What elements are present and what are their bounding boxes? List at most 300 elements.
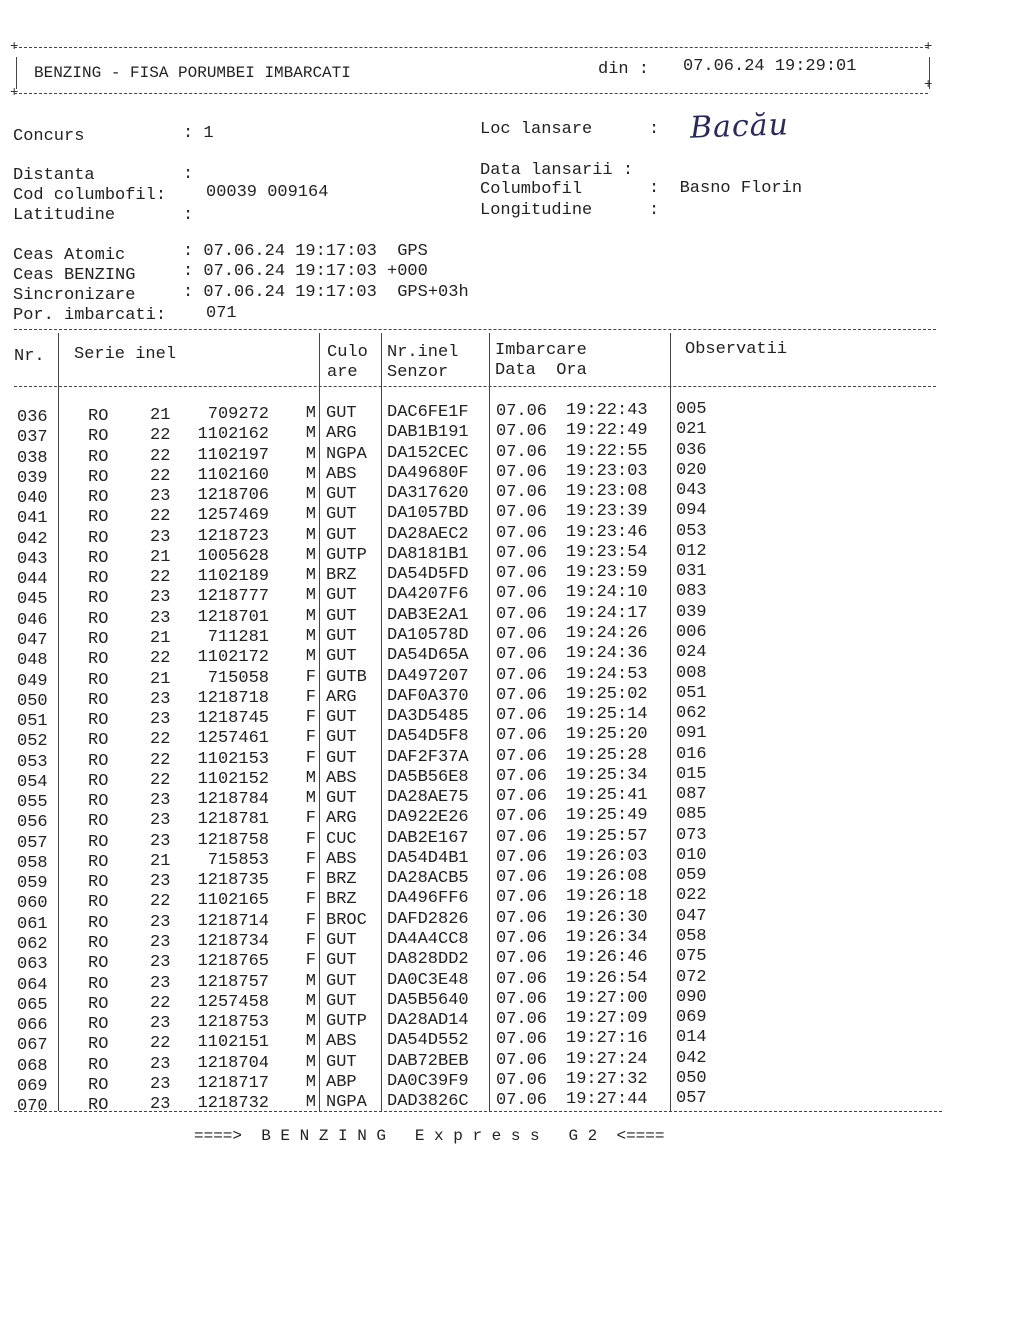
cell-ora: 19:24:36 <box>566 644 648 664</box>
cell-sex: M <box>305 1012 316 1032</box>
header-serie-inel: Serie inel <box>74 345 177 364</box>
cell-tara: RO <box>88 528 109 548</box>
cell-nr: 058 <box>17 853 48 873</box>
cell-inel: 1218781 <box>197 810 269 830</box>
cell-obs: 022 <box>676 886 707 906</box>
cell-senzor: DA28AE75 <box>387 788 469 808</box>
cell-an: 23 <box>150 1014 171 1034</box>
cell-senzor: DA497207 <box>387 666 469 686</box>
latitudine-label: Latitudine <box>13 206 116 225</box>
cell-ora: 19:25:49 <box>566 806 648 826</box>
cell-an: 23 <box>150 933 171 953</box>
cell-nr: 062 <box>17 935 48 955</box>
corner-plus: + <box>924 39 933 55</box>
cell-data: 07.06 <box>496 543 548 563</box>
cell-nr: 067 <box>17 1036 48 1056</box>
cell-inel: 1218734 <box>197 932 269 952</box>
cell-nr: 065 <box>17 995 48 1015</box>
cell-an: 22 <box>150 568 171 588</box>
cell-an: 23 <box>150 791 171 811</box>
cell-obs: 057 <box>676 1089 707 1109</box>
cell-tara: RO <box>88 913 109 933</box>
cell-tara: RO <box>88 893 109 913</box>
cell-data: 07.06 <box>496 604 548 624</box>
cell-ora: 19:23:46 <box>566 522 648 542</box>
cell-ora: 19:23:59 <box>566 563 648 583</box>
cell-inel: 1218777 <box>197 587 269 607</box>
cell-ora: 19:23:08 <box>566 482 648 502</box>
cell-inel: 1218732 <box>197 1094 269 1114</box>
cell-culoare: NGPA <box>326 444 367 464</box>
header-observatii: Observatii <box>685 340 788 359</box>
cell-data: 07.06 <box>496 766 548 786</box>
cell-inel: 1102151 <box>197 1033 269 1053</box>
cell-nr: 069 <box>17 1076 48 1096</box>
cell-culoare: GUT <box>326 931 357 951</box>
din-label: din : <box>598 60 650 79</box>
cell-inel: 1218757 <box>197 972 269 992</box>
cell-sex: F <box>305 910 316 930</box>
cell-senzor: DA0C39F9 <box>387 1071 469 1091</box>
cell-tara: RO <box>88 1055 109 1075</box>
cell-data: 07.06 <box>496 422 548 442</box>
cell-data: 07.06 <box>496 989 548 1009</box>
cell-nr: 036 <box>17 408 48 427</box>
cell-data: 07.06 <box>496 706 548 726</box>
cell-obs: 031 <box>676 562 707 582</box>
cell-data: 07.06 <box>496 827 548 847</box>
data-lansarii-label: Data lansarii : <box>480 161 634 180</box>
cell-sex: M <box>305 444 316 464</box>
report-title: BENZING - FISA PORUMBEI IMBARCATI <box>34 64 351 82</box>
cell-nr: 063 <box>17 955 48 975</box>
cell-ora: 19:26:08 <box>566 867 648 887</box>
porumbei-imbarcati-label: Por. imbarcati: <box>13 306 167 325</box>
cell-culoare: GUT <box>326 626 357 646</box>
cell-tara: RO <box>88 589 109 609</box>
ceas-benzing-value: : 07.06.24 19:17:03 +000 <box>183 262 428 281</box>
loc-lansare-colon: : <box>649 120 660 139</box>
cell-obs: 062 <box>676 704 707 724</box>
cell-culoare: ABS <box>326 849 357 869</box>
cell-ora: 19:27:16 <box>566 1029 648 1049</box>
cell-nr: 055 <box>17 793 48 813</box>
cell-culoare: CUC <box>326 829 357 849</box>
cell-sex: F <box>305 748 316 768</box>
cell-an: 22 <box>150 892 171 912</box>
cell-tara: RO <box>88 427 109 447</box>
cell-inel: 1005628 <box>197 546 269 566</box>
cell-inel: 1102160 <box>197 465 269 485</box>
corner-plus: + <box>924 77 933 93</box>
cell-nr: 045 <box>17 590 48 610</box>
cell-data: 07.06 <box>496 645 548 665</box>
cell-ora: 19:25:02 <box>566 684 648 704</box>
cell-tara: RO <box>88 488 109 508</box>
cell-an: 23 <box>150 689 171 709</box>
cell-senzor: DAB3E2A1 <box>387 605 469 625</box>
cell-an: 21 <box>150 628 171 648</box>
distanta-colon: : <box>183 165 194 184</box>
table-header-border <box>14 386 936 387</box>
cell-nr: 041 <box>17 509 48 529</box>
cell-culoare: GUT <box>326 586 357 606</box>
cell-ora: 19:27:44 <box>566 1090 648 1110</box>
cell-sex: F <box>305 890 316 910</box>
cell-data: 07.06 <box>496 564 548 584</box>
cell-inel: 1102165 <box>197 891 269 911</box>
cell-tara: RO <box>88 1075 109 1095</box>
cell-an: 22 <box>150 466 171 486</box>
cell-tara: RO <box>88 974 109 994</box>
cell-nr: 047 <box>17 630 48 650</box>
cell-culoare: GUT <box>326 971 357 991</box>
cell-tara: RO <box>88 934 109 954</box>
cell-ora: 19:23:39 <box>566 502 648 522</box>
cell-inel: 1218717 <box>197 1073 269 1093</box>
cell-nr: 049 <box>17 671 48 691</box>
cell-tara: RO <box>88 1035 109 1055</box>
cell-data: 07.06 <box>496 868 548 888</box>
cell-senzor: DAB72BEB <box>387 1051 469 1071</box>
cell-sex: M <box>305 1052 316 1072</box>
cell-data: 07.06 <box>496 1050 548 1070</box>
cell-inel: 1218704 <box>197 1053 269 1073</box>
cell-culoare: GUT <box>326 728 357 748</box>
cell-an: 23 <box>150 831 171 851</box>
cell-inel: 1102189 <box>197 567 269 587</box>
cell-tara: RO <box>88 832 109 852</box>
cell-obs: 087 <box>676 785 707 805</box>
cell-inel: 1218784 <box>197 790 269 810</box>
cell-nr: 043 <box>17 549 48 569</box>
cell-obs: 073 <box>676 825 707 845</box>
cell-sex: M <box>305 424 316 444</box>
cell-data: 07.06 <box>496 847 548 867</box>
cell-data: 07.06 <box>496 665 548 685</box>
cell-culoare: GUT <box>326 606 357 626</box>
cell-obs: 024 <box>676 643 707 663</box>
cell-sex: M <box>305 626 316 646</box>
cell-inel: 1218706 <box>197 486 269 506</box>
cell-inel: 1102153 <box>197 749 269 769</box>
cell-senzor: DA4A4CC8 <box>387 930 469 950</box>
cell-data: 07.06 <box>496 949 548 969</box>
cell-tara: RO <box>88 994 109 1014</box>
cell-inel: 1257469 <box>197 506 269 526</box>
cell-sex: F <box>305 951 316 971</box>
report-datetime: 07.06.24 19:29:01 <box>683 57 857 76</box>
cell-culoare: GUTP <box>326 545 367 565</box>
cell-data: 07.06 <box>496 969 548 989</box>
cell-nr: 059 <box>17 874 48 894</box>
cell-obs: 008 <box>676 663 707 683</box>
cell-inel: 1218723 <box>197 526 269 546</box>
cell-inel: 715058 <box>207 668 269 688</box>
cell-senzor: DAD3826C <box>387 1092 469 1112</box>
cell-culoare: GUT <box>326 404 357 423</box>
loc-lansare-handwritten: Bacău <box>689 107 790 146</box>
cell-an: 22 <box>150 1034 171 1054</box>
cell-nr: 037 <box>17 428 48 448</box>
cell-nr: 060 <box>17 894 48 914</box>
cell-sex: F <box>305 667 316 687</box>
cell-ora: 19:22:43 <box>566 401 648 420</box>
cell-nr: 040 <box>17 489 48 509</box>
cell-sex: F <box>305 849 316 869</box>
longitudine-colon: : <box>649 201 660 220</box>
col-separator <box>670 333 671 1111</box>
cell-ora: 19:27:09 <box>566 1009 648 1029</box>
cell-culoare: BRZ <box>326 870 357 890</box>
cell-data: 07.06 <box>496 503 548 523</box>
cell-data: 07.06 <box>496 442 548 462</box>
cell-obs: 091 <box>676 724 707 744</box>
cell-senzor: DA3D5485 <box>387 707 469 727</box>
cell-obs: 005 <box>676 400 707 419</box>
cell-senzor: DA5B56E8 <box>387 767 469 787</box>
cell-culoare: ARG <box>326 809 357 829</box>
cell-an: 23 <box>150 811 171 831</box>
cell-senzor: DA922E26 <box>387 808 469 828</box>
cell-ora: 19:26:54 <box>566 968 648 988</box>
cell-ora: 19:26:34 <box>566 928 648 948</box>
cell-senzor: DA317620 <box>387 484 469 504</box>
cell-an: 21 <box>150 547 171 567</box>
cell-tara: RO <box>88 629 109 649</box>
cell-nr: 070 <box>17 1097 48 1117</box>
cell-ora: 19:25:28 <box>566 745 648 765</box>
cell-inel: 1102152 <box>197 769 269 789</box>
cell-nr: 044 <box>17 570 48 590</box>
cell-culoare: ABS <box>326 464 357 484</box>
cell-senzor: DA828DD2 <box>387 950 469 970</box>
cell-inel: 1102172 <box>197 648 269 668</box>
cell-an: 23 <box>150 588 171 608</box>
cell-culoare: GUT <box>326 708 357 728</box>
cell-inel: 709272 <box>207 405 269 424</box>
cell-obs: 058 <box>676 927 707 947</box>
cell-sex: F <box>305 870 316 890</box>
cell-an: 23 <box>150 1095 171 1115</box>
cell-obs: 059 <box>676 866 707 886</box>
col-separator <box>381 333 382 1111</box>
cell-nr: 054 <box>17 772 48 792</box>
corner-plus: + <box>10 85 19 101</box>
cell-an: 22 <box>150 507 171 527</box>
cell-ora: 19:24:53 <box>566 664 648 684</box>
cell-culoare: BROC <box>326 910 367 930</box>
cell-inel: 1218718 <box>197 688 269 708</box>
cell-ora: 19:22:55 <box>566 441 648 461</box>
cell-nr: 052 <box>17 732 48 752</box>
cell-inel: 1102162 <box>197 425 269 445</box>
cell-tara: RO <box>88 690 109 710</box>
sincronizare-value: : 07.06.24 19:17:03 GPS+03h <box>183 283 469 302</box>
cell-tara: RO <box>88 954 109 974</box>
cell-ora: 19:26:46 <box>566 948 648 968</box>
cell-sex: M <box>305 789 316 809</box>
cell-tara: RO <box>88 670 109 690</box>
cell-culoare: ABS <box>326 768 357 788</box>
cell-obs: 021 <box>676 420 707 440</box>
cell-data: 07.06 <box>496 402 548 421</box>
cell-ora: 19:27:00 <box>566 988 648 1008</box>
concurs-value: : 1 <box>183 124 214 143</box>
cell-obs: 069 <box>676 1008 707 1028</box>
cell-obs: 051 <box>676 683 707 703</box>
cell-ora: 19:22:49 <box>566 421 648 441</box>
cell-data: 07.06 <box>496 726 548 746</box>
cell-obs: 053 <box>676 521 707 541</box>
cell-data: 07.06 <box>496 624 548 644</box>
cell-ora: 19:23:03 <box>566 461 648 481</box>
cell-an: 23 <box>150 872 171 892</box>
ceas-atomic-value: : 07.06.24 19:17:03 GPS <box>183 242 428 261</box>
header-imbarcare-2: Data Ora <box>495 361 587 380</box>
cell-tara: RO <box>88 467 109 487</box>
cell-sex: F <box>305 829 316 849</box>
sincronizare-label: Sincronizare <box>13 286 136 305</box>
cell-nr: 042 <box>17 529 48 549</box>
cell-inel: 1218753 <box>197 1013 269 1033</box>
cell-an: 23 <box>150 1054 171 1074</box>
cell-senzor: DA54D552 <box>387 1031 469 1051</box>
cell-senzor: DA5B5640 <box>387 990 469 1010</box>
cell-an: 23 <box>150 487 171 507</box>
header-imbarcare-1: Imbarcare <box>495 341 587 360</box>
cell-culoare: BRZ <box>326 566 357 586</box>
cell-tara: RO <box>88 1015 109 1035</box>
cell-senzor: DA1057BD <box>387 504 469 524</box>
cell-an: 23 <box>150 527 171 547</box>
cell-sex: M <box>305 647 316 667</box>
cell-tara: RO <box>88 873 109 893</box>
cell-nr: 057 <box>17 833 48 853</box>
cell-sex: M <box>305 1072 316 1092</box>
cell-obs: 083 <box>676 582 707 602</box>
header-nr: Nr. <box>14 347 45 366</box>
cell-nr: 048 <box>17 651 48 671</box>
corner-plus: + <box>10 39 19 55</box>
cell-culoare: ABP <box>326 1072 357 1092</box>
cell-senzor: DAC6FE1F <box>387 403 469 422</box>
cell-obs: 036 <box>676 440 707 460</box>
cell-obs: 042 <box>676 1048 707 1068</box>
longitudine-label: Longitudine <box>480 201 593 220</box>
cell-an: 21 <box>150 406 171 425</box>
cell-inel: 715853 <box>207 850 269 870</box>
cell-obs: 075 <box>676 947 707 967</box>
cell-nr: 050 <box>17 691 48 711</box>
cell-obs: 020 <box>676 460 707 480</box>
cell-data: 07.06 <box>496 807 548 827</box>
cell-culoare: GUT <box>326 748 357 768</box>
cell-culoare: ABS <box>326 1032 357 1052</box>
cell-ora: 19:26:30 <box>566 907 648 927</box>
cell-nr: 039 <box>17 468 48 488</box>
cell-data: 07.06 <box>496 929 548 949</box>
col-separator <box>58 333 59 1111</box>
header-nrinel-2: Senzor <box>387 363 449 382</box>
cell-obs: 043 <box>676 481 707 501</box>
cell-inel: 1218735 <box>197 871 269 891</box>
cell-ora: 19:25:14 <box>566 705 648 725</box>
cell-senzor: DA28ACB5 <box>387 869 469 889</box>
cell-an: 22 <box>150 770 171 790</box>
cell-culoare: GUT <box>326 1052 357 1072</box>
cell-senzor: DAF2F37A <box>387 747 469 767</box>
cell-culoare: GUT <box>326 525 357 545</box>
cell-data: 07.06 <box>496 1010 548 1030</box>
cell-senzor: DA496FF6 <box>387 889 469 909</box>
cell-senzor: DA28AEC2 <box>387 524 469 544</box>
cell-tara: RO <box>88 771 109 791</box>
cell-tara: RO <box>88 812 109 832</box>
cell-nr: 051 <box>17 712 48 732</box>
cell-sex: F <box>305 687 316 707</box>
cell-senzor: DA54D65A <box>387 646 469 666</box>
cell-inel: 1218745 <box>197 709 269 729</box>
cell-an: 21 <box>150 851 171 871</box>
header-bottom-border <box>14 93 928 94</box>
cell-an: 22 <box>150 446 171 466</box>
concurs-label: Concurs <box>13 127 85 146</box>
cell-sex: M <box>305 1032 316 1052</box>
cell-senzor: DA54D4B1 <box>387 848 469 868</box>
cell-ora: 19:24:10 <box>566 583 648 603</box>
cell-nr: 061 <box>17 914 48 934</box>
col-separator <box>489 333 490 1111</box>
cell-obs: 085 <box>676 805 707 825</box>
cell-an: 23 <box>150 710 171 730</box>
cell-data: 07.06 <box>496 462 548 482</box>
cell-an: 22 <box>150 730 171 750</box>
cell-sex: F <box>305 809 316 829</box>
cell-obs: 015 <box>676 764 707 784</box>
cell-an: 22 <box>150 649 171 669</box>
cell-sex: M <box>305 485 316 505</box>
header-top-border <box>14 47 928 48</box>
cell-an: 22 <box>150 993 171 1013</box>
cell-tara: RO <box>88 1096 109 1116</box>
table-top-border <box>14 329 936 330</box>
cell-culoare: GUT <box>326 951 357 971</box>
header-culoare-1: Culo <box>327 343 368 362</box>
cell-senzor: DA0C3E48 <box>387 970 469 990</box>
cell-an: 22 <box>150 426 171 446</box>
cell-obs: 010 <box>676 845 707 865</box>
cell-sex: M <box>305 505 316 525</box>
cell-tara: RO <box>88 852 109 872</box>
cell-ora: 19:25:41 <box>566 786 648 806</box>
cell-data: 07.06 <box>496 908 548 928</box>
ceas-atomic-label: Ceas Atomic <box>13 246 126 265</box>
col-separator <box>319 333 320 1111</box>
porumbei-imbarcati-count: 071 <box>206 304 237 323</box>
ceas-benzing-label: Ceas BENZING <box>13 266 136 285</box>
cell-nr: 056 <box>17 813 48 833</box>
cell-data: 07.06 <box>496 888 548 908</box>
cell-data: 07.06 <box>496 1030 548 1050</box>
cell-sex: M <box>305 545 316 565</box>
cell-nr: 066 <box>17 1016 48 1036</box>
cell-tara: RO <box>88 508 109 528</box>
cell-inel: 711281 <box>207 627 269 647</box>
cell-senzor: DA4207F6 <box>387 585 469 605</box>
cell-obs: 014 <box>676 1028 707 1048</box>
cell-senzor: DAB2E167 <box>387 828 469 848</box>
